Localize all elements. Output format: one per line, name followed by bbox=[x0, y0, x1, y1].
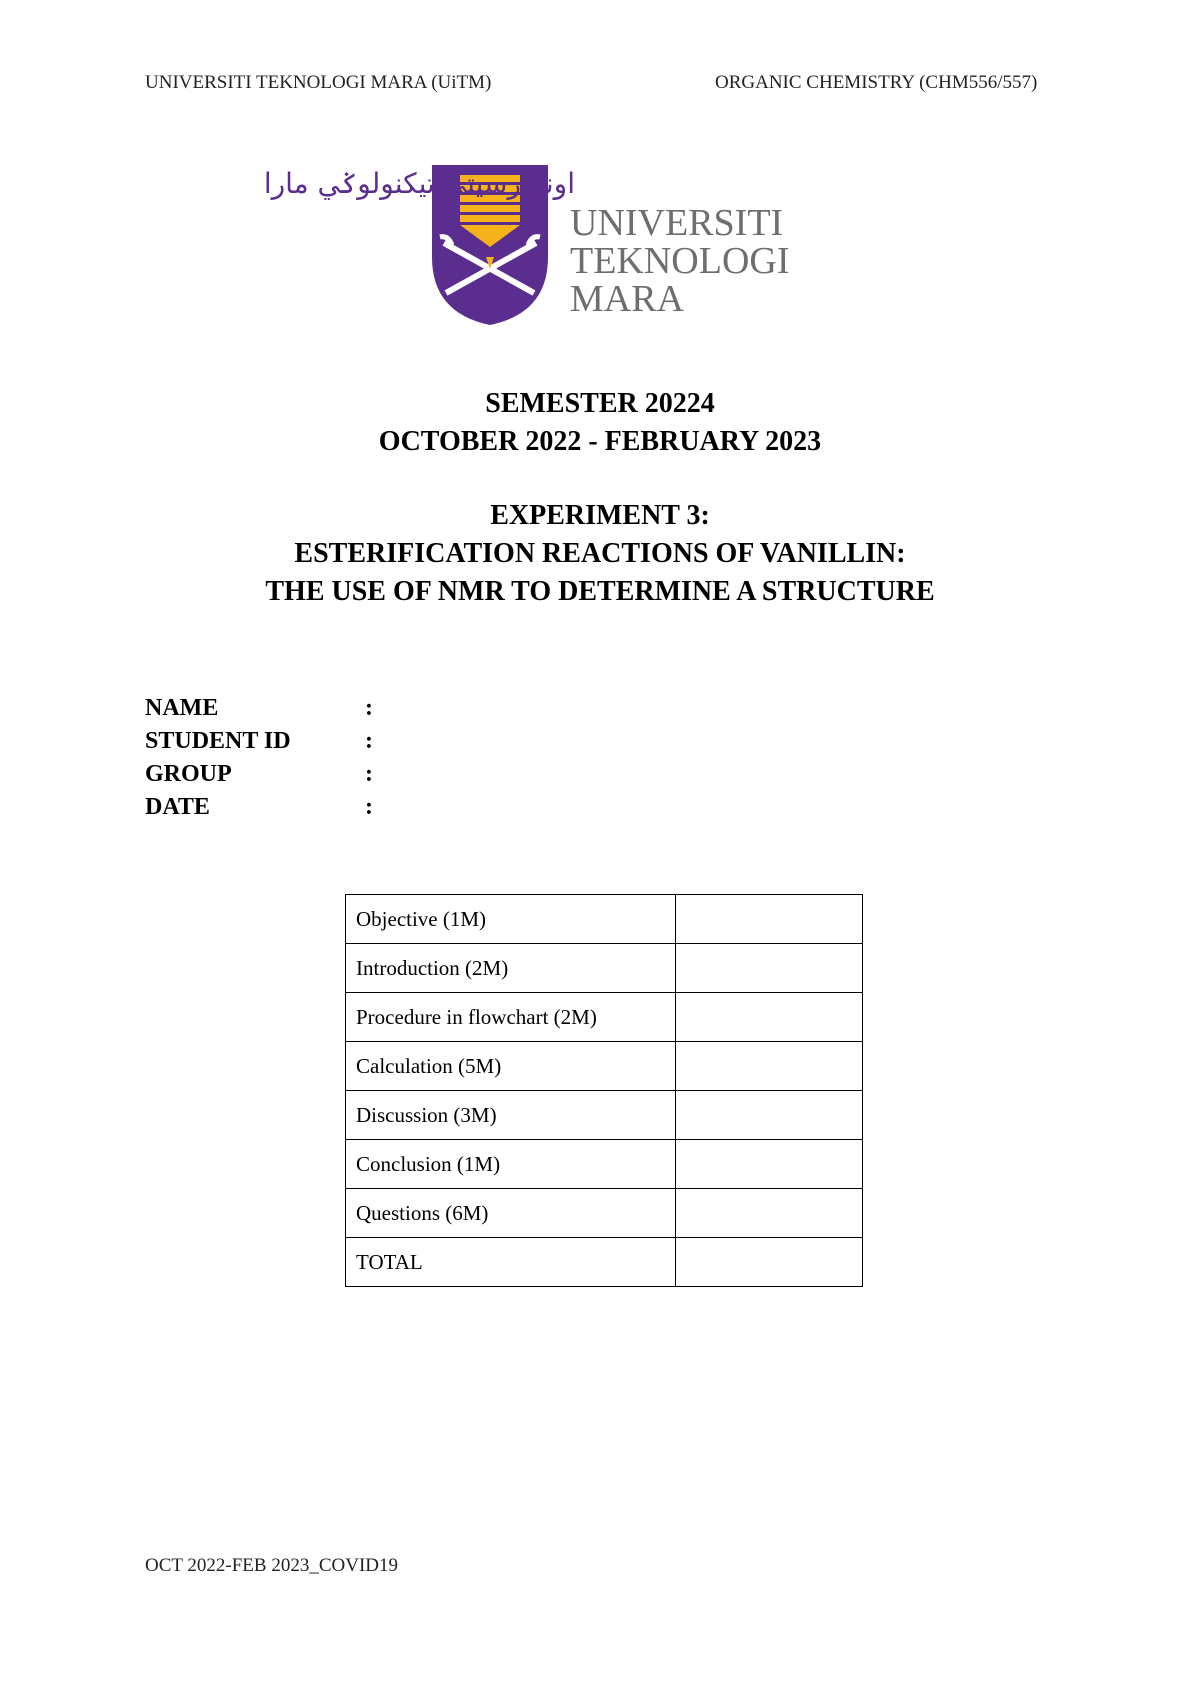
header-course: ORGANIC CHEMISTRY (CHM556/557) bbox=[715, 72, 1038, 93]
experiment-number: EXPERIMENT 3: bbox=[490, 500, 710, 531]
field-date[interactable] bbox=[145, 791, 373, 824]
table-row bbox=[346, 895, 863, 944]
table-row bbox=[346, 944, 863, 993]
marks-item: Questions (6M) bbox=[346, 1189, 676, 1238]
field-name[interactable] bbox=[145, 692, 373, 725]
header-university: UNIVERSITI TEKNOLOGI MARA (UiTM) bbox=[145, 72, 492, 93]
logo-line-1: UNIVERSITI bbox=[570, 202, 784, 244]
marks-score-cell[interactable] bbox=[676, 1042, 863, 1091]
marks-total-cell[interactable] bbox=[676, 1238, 863, 1287]
logo-jawi-text: اونيۏرسيتي تيكنولوݢي مارا bbox=[263, 167, 575, 200]
field-colon: : bbox=[365, 761, 373, 787]
marks-item: Procedure in flowchart (2M) bbox=[346, 993, 676, 1042]
marks-score-cell[interactable] bbox=[676, 944, 863, 993]
field-label: STUDENT ID bbox=[145, 728, 291, 754]
student-info-fields bbox=[145, 692, 373, 824]
field-colon: : bbox=[365, 695, 373, 721]
uitm-logo bbox=[263, 165, 790, 325]
table-row bbox=[346, 1091, 863, 1140]
marks-total-label: TOTAL bbox=[346, 1238, 676, 1287]
marks-item: Introduction (2M) bbox=[346, 944, 676, 993]
experiment-title-line-1: ESTERIFICATION REACTIONS OF VANILLIN: bbox=[294, 538, 906, 569]
field-colon: : bbox=[365, 794, 373, 820]
marks-item: Calculation (5M) bbox=[346, 1042, 676, 1091]
field-group[interactable] bbox=[145, 758, 373, 791]
experiment-title-line-2: THE USE OF NMR TO DETERMINE A STRUCTURE bbox=[265, 576, 935, 607]
marks-score-cell[interactable] bbox=[676, 993, 863, 1042]
field-label: GROUP bbox=[145, 761, 232, 787]
logo-line-2: TEKNOLOGI bbox=[570, 240, 790, 282]
field-colon: : bbox=[365, 728, 373, 754]
footer-text: OCT 2022-FEB 2023_COVID19 bbox=[145, 1555, 398, 1576]
marks-item: Conclusion (1M) bbox=[346, 1140, 676, 1189]
table-row bbox=[346, 1140, 863, 1189]
experiment-block bbox=[0, 497, 1200, 611]
marks-item: Discussion (3M) bbox=[346, 1091, 676, 1140]
field-student-id[interactable] bbox=[145, 725, 373, 758]
table-row bbox=[346, 1189, 863, 1238]
semester-block bbox=[0, 385, 1200, 461]
logo-line-3: MARA bbox=[570, 278, 685, 320]
marks-table bbox=[345, 894, 863, 1287]
field-label: DATE bbox=[145, 794, 210, 820]
marks-score-cell[interactable] bbox=[676, 895, 863, 944]
field-label: NAME bbox=[145, 695, 219, 721]
table-row bbox=[346, 1238, 863, 1287]
marks-score-cell[interactable] bbox=[676, 1189, 863, 1238]
marks-score-cell[interactable] bbox=[676, 1091, 863, 1140]
marks-score-cell[interactable] bbox=[676, 1140, 863, 1189]
semester-dates: OCTOBER 2022 - FEBRUARY 2023 bbox=[378, 426, 822, 457]
marks-item: Objective (1M) bbox=[346, 895, 676, 944]
table-row bbox=[346, 993, 863, 1042]
semester-title: SEMESTER 20224 bbox=[485, 388, 715, 419]
table-row bbox=[346, 1042, 863, 1091]
